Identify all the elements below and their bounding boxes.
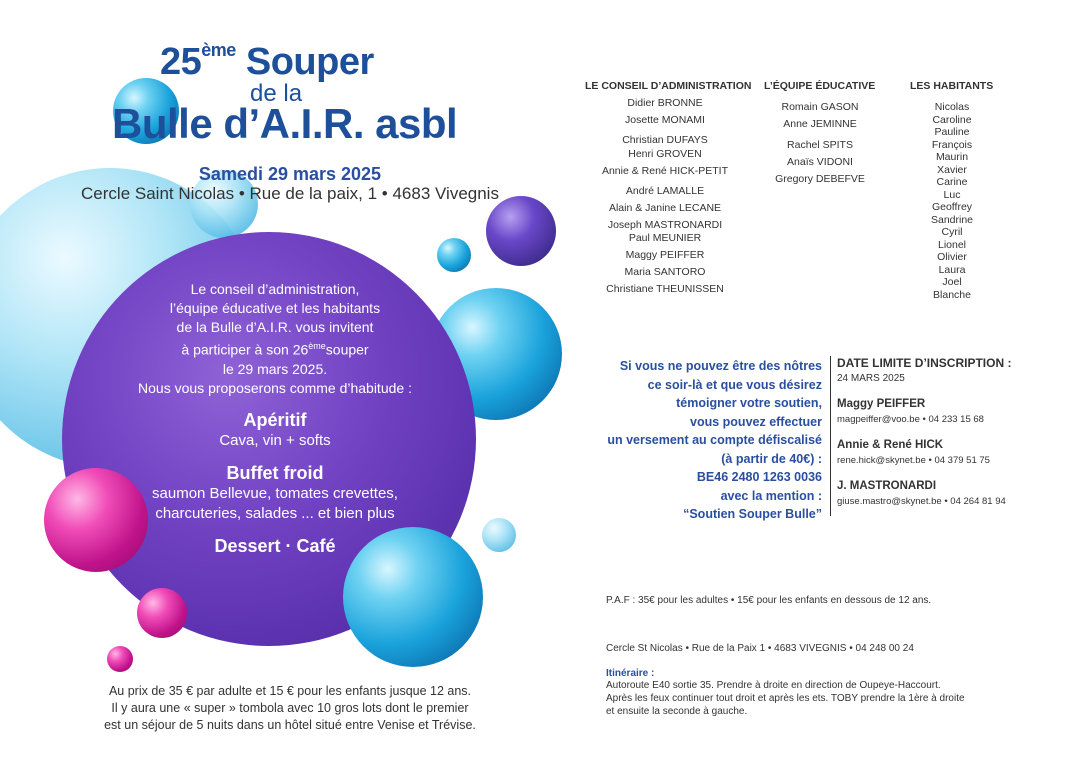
itinerary-block [606, 668, 965, 718]
itinerary-line: Autoroute E40 sortie 35. Prendre à droite en direction de Oupeye-Haccourt. [606, 680, 941, 691]
board-member: Christiane THEUNISSEN [606, 283, 724, 295]
menu-buffet-line: saumon Bellevue, tomates crevettes, [152, 484, 398, 502]
board-list [585, 97, 745, 300]
team-list [760, 101, 880, 190]
bubble-tiny-light-blue-right [482, 518, 516, 552]
team-member: Rachel SPITS [787, 139, 853, 151]
support-line: avec la mention : [720, 488, 822, 503]
resident-name: Lionel [937, 238, 967, 251]
residents-list [911, 101, 993, 301]
support-line: (à partir de 40€) : [721, 451, 822, 466]
resident-name: Pauline [934, 126, 970, 138]
support-text [562, 357, 822, 524]
menu-aperitif-title: Apéritif [243, 409, 307, 430]
pricing-line: est un séjour de 5 nuits dans un hôtel situé entre Venise et Trévise. [104, 718, 476, 732]
resident-name: Laura [938, 263, 966, 276]
bubble-tiny-blue-right [437, 238, 471, 272]
invitation-line: le 29 mars 2025. [222, 360, 328, 377]
invitation-line: à participer à son 26èmesouper [181, 341, 369, 358]
contact-detail: giuse.mastro@skynet.be • 04 264 81 94 [837, 496, 1006, 507]
resident-name: Caroline [932, 113, 972, 126]
resident-name: Geoffrey [931, 201, 973, 213]
contact-name: Maggy PEIFFER [837, 398, 926, 410]
itinerary-heading: Itinéraire : [606, 668, 655, 679]
board-member: Joseph MASTRONARDI [607, 219, 723, 231]
invitation-line: Nous vous proposerons comme d’habitude : [138, 379, 412, 396]
resident-name: Cyril [941, 226, 963, 238]
resident-name: Joel [942, 276, 962, 288]
resident-name: Nicolas [934, 101, 970, 113]
resident-name: Xavier [937, 163, 967, 176]
invitation-line: Le conseil d’administration, [190, 281, 360, 297]
board-member: Didier BRONNE [627, 97, 703, 109]
pricing-line: Il y aura une « super » tombola avec 10 gros lots dont le premier [111, 701, 469, 715]
menu-buffet-title: Buffet froid [226, 462, 324, 483]
contact-detail: rene.hick@skynet.be • 04 379 51 75 [837, 455, 990, 466]
registration-heading: DATE LIMITE D’INSCRIPTION : [837, 356, 1012, 370]
resident-name: Carine [936, 176, 968, 188]
invitation-line: de la Bulle d’A.I.R. vous invitent [176, 319, 374, 335]
board-member: Josette MONAMI [625, 114, 705, 126]
bubble-pink-small [137, 588, 187, 638]
board-heading: LE CONSEIL D’ADMINISTRATION [585, 80, 752, 92]
support-line: ce soir-là et que vous désirez [647, 377, 822, 392]
resident-name: Blanche [933, 288, 971, 301]
registration-block [837, 356, 1057, 507]
support-line: Si vous ne pouvez être des nôtres [619, 359, 822, 373]
page-title-edition: 25ème Souper [160, 40, 374, 83]
menu-aperitif-text: Cava, vin + softs [219, 431, 331, 449]
page-title-organization: Bulle d’A.I.R. asbl [112, 100, 458, 147]
bubble-purple-right-top [486, 196, 556, 266]
team-member: Romain GASON [781, 101, 859, 113]
residents-heading: LES HABITANTS [910, 80, 994, 92]
resident-name: Luc [943, 188, 961, 201]
team-member: Anne JEMINNE [783, 118, 857, 130]
registration-deadline: 24 MARS 2025 [837, 373, 905, 384]
resident-name: Olivier [937, 251, 967, 263]
paf-text: P.A.F : 35€ pour les adultes • 15€ pour les enfants en dessous de 12 ans. [606, 595, 932, 606]
page-title-connector: de la [250, 80, 303, 107]
support-line: “Soutien Souper Bulle” [683, 507, 822, 521]
pricing-line: Au prix de 35 € par adulte et 15 € pour les enfants jusque 12 ans. [108, 684, 472, 698]
contact-name: Annie & René HICK [837, 439, 944, 451]
resident-name: Maurin [935, 151, 969, 163]
invitation-text [90, 280, 460, 557]
team-member: Anaïs VIDONI [787, 156, 853, 168]
board-member: Paul MEUNIER [628, 232, 702, 244]
address-text: Cercle St Nicolas • Rue de la Paix 1 • 4683 VIVEGNIS • 04 248 00 24 [606, 643, 914, 654]
event-venue: Cercle Saint Nicolas • Rue de la paix, 1 • 4683 Vivegnis [81, 184, 499, 203]
bubble-pink-tiny [107, 646, 133, 672]
support-line: un versement au compte défiscalisé [607, 433, 822, 447]
team-member: Gregory DEBEFVE [775, 173, 865, 185]
event-date: Samedi 29 mars 2025 [198, 164, 382, 184]
resident-name: François [931, 138, 973, 151]
itinerary-line: Après les feux continuer tout droit et après les ets. TOBY prendre la 1ère à droite [606, 693, 965, 704]
support-line: témoigner votre soutien, [676, 396, 822, 410]
pricing-text [60, 683, 520, 734]
board-member: Henri GROVEN [628, 148, 702, 160]
support-line: vous pouvez effectuer [690, 414, 822, 429]
divider-line [830, 356, 831, 516]
board-member: André LAMALLE [625, 185, 705, 197]
menu-buffet-line: charcuteries, salades ... et bien plus [155, 504, 395, 522]
support-line: BE46 2480 1263 0036 [696, 470, 822, 484]
invitation-line: l’équipe éducative et les habitants [169, 300, 381, 316]
menu-dessert-title: Dessert · Café [214, 535, 336, 556]
board-member: Annie & René HICK-PETIT [601, 165, 729, 177]
contact-detail: magpeiffer@voo.be • 04 233 15 68 [837, 414, 984, 425]
resident-name: Sandrine [930, 213, 974, 226]
board-member: Maria SANTORO [624, 266, 706, 278]
itinerary-line: et ensuite la seconde à gauche. [606, 706, 748, 717]
contact-name: J. MASTRONARDI [837, 480, 937, 492]
board-member: Christian DUFAYS [622, 134, 708, 146]
board-member: Maggy PEIFFER [625, 249, 705, 261]
team-heading: L’ÉQUIPE ÉDUCATIVE [764, 80, 876, 92]
board-member: Alain & Janine LECANE [608, 202, 722, 214]
